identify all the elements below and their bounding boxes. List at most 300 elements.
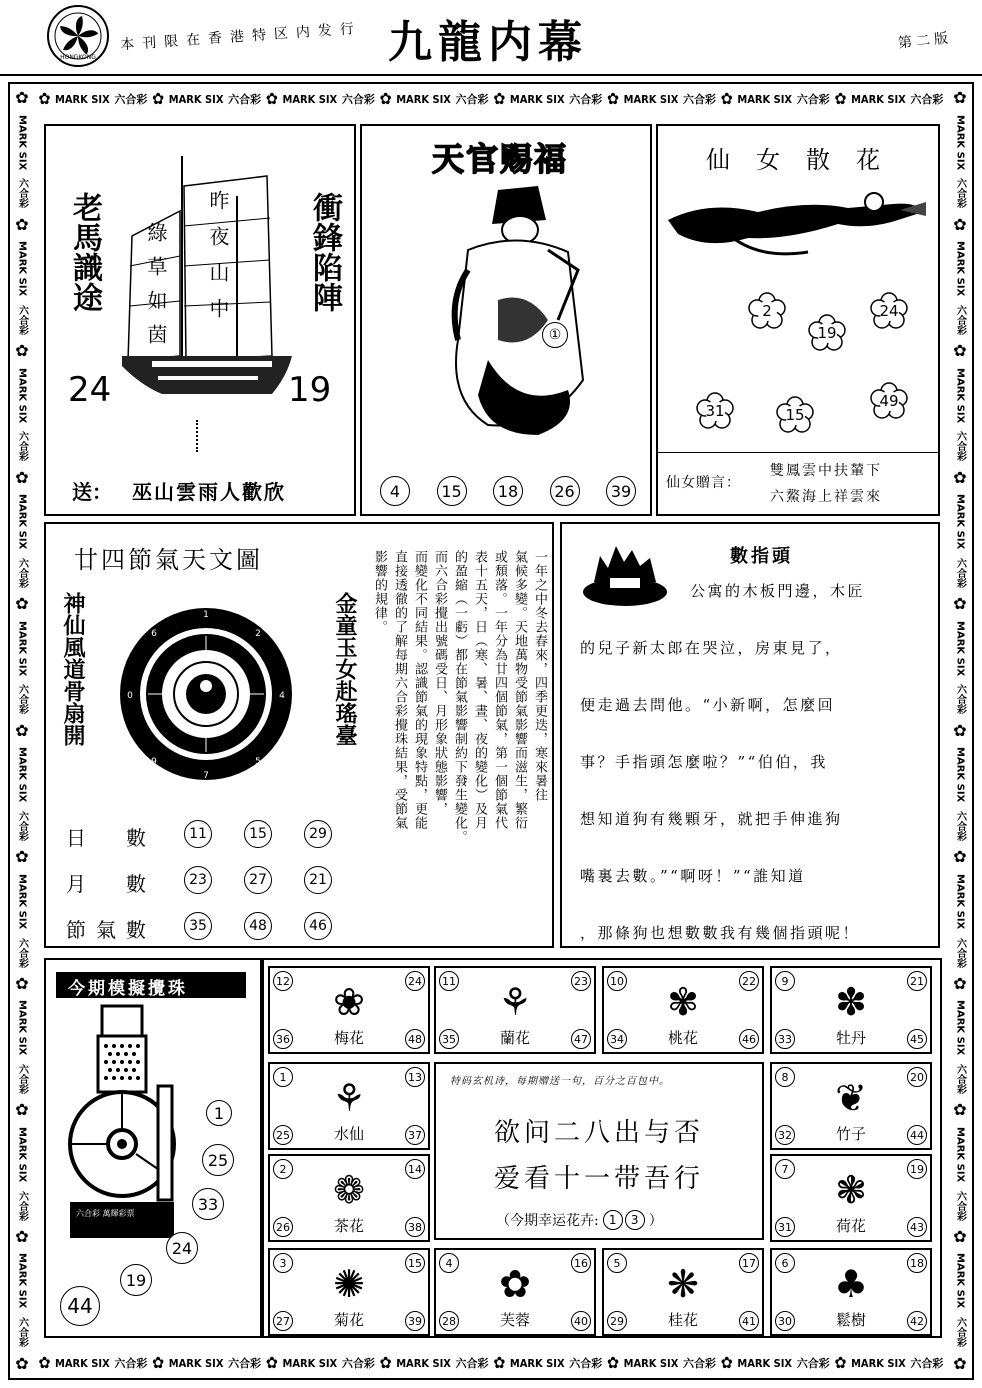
poem-line-1: 欲问二八出与否: [493, 1118, 704, 1148]
flower-number: 21: [907, 971, 927, 991]
lotus-icon: ❃: [835, 1168, 867, 1212]
brand-en: MARK SIX: [509, 92, 565, 106]
draw-ball: 33: [192, 1188, 224, 1220]
dotted-separator: [196, 420, 200, 452]
story-title: 數指頭: [730, 546, 793, 567]
essay-column: 影響的規律。: [372, 550, 387, 634]
god-number: 15: [437, 476, 467, 506]
brand-en: MARK SIX: [16, 494, 28, 550]
flower-number: 33: [775, 1029, 795, 1049]
essay-column: 一年之中冬去春來，四季更迭，寒來暑往: [532, 550, 547, 802]
bauhinia-icon: ✿: [493, 89, 506, 108]
brand-en: MARK SIX: [16, 367, 28, 423]
flower-number: 48: [405, 1029, 425, 1049]
flower-number: 47: [571, 1029, 591, 1049]
brand-en: MARK SIX: [954, 1253, 966, 1309]
hibiscus-icon: ✿: [499, 1262, 531, 1306]
flower-number: 2: [273, 1159, 293, 1179]
flower-cell: [268, 1248, 430, 1336]
panel-fairy: [656, 124, 940, 516]
pine-tree-icon: ♣: [833, 1262, 869, 1306]
flower-cell: [770, 1248, 932, 1336]
panel-draw-machine: [44, 958, 262, 1338]
cloud-number: [870, 292, 908, 330]
flower-number: 5: [607, 1253, 627, 1273]
page-number: 第二版: [897, 30, 953, 52]
brand-cn: 六合彩: [455, 1357, 489, 1370]
god-figure-number: ①: [542, 322, 568, 348]
flower-cell: [268, 1062, 430, 1150]
brand-en: MARK SIX: [16, 873, 28, 930]
brand-en: MARK SIX: [623, 92, 679, 106]
fairy-gift-label: 仙女贈言：: [666, 475, 741, 491]
flying-fairy-icon: [668, 190, 928, 270]
boat-right-text: 衝鋒陷陣: [307, 192, 342, 312]
brand-en: MARK SIX: [954, 1000, 966, 1056]
brand-cn: 六合彩: [954, 937, 966, 968]
brand-cn: 六合彩: [682, 93, 716, 106]
flower-name: 桃花: [667, 1029, 698, 1047]
flower-number: 42: [907, 1311, 927, 1331]
brand-cn: 六合彩: [16, 1064, 28, 1095]
flower-number: 3: [273, 1253, 293, 1273]
brand-en: MARK SIX: [954, 114, 966, 170]
flower-number: 39: [405, 1311, 425, 1331]
plum-blossom-icon: ❀: [333, 980, 365, 1024]
flower-number: 36: [273, 1029, 293, 1049]
brand-cn: 六合彩: [954, 1317, 966, 1348]
logo-caption: HONGKONG: [60, 54, 96, 61]
flower-number: 7: [775, 1159, 795, 1179]
draw-ball: 25: [202, 1144, 234, 1176]
poem-note: 特码玄机诗，每期赠送一句，百分之百包中。: [450, 1076, 670, 1087]
heavenly-official-icon: [428, 180, 598, 440]
brand-cn: 六合彩: [16, 178, 28, 209]
cloud-number: [776, 396, 814, 434]
lucky-number: 3: [625, 1210, 645, 1230]
lucky-numbers: [603, 1210, 645, 1230]
peach-blossom-icon: ✾: [667, 980, 699, 1024]
bauhinia-icon: ✿: [953, 467, 967, 487]
brand-en: MARK SIX: [396, 92, 451, 106]
fairy-divider: [658, 452, 938, 453]
counting-fingers-icon: [580, 538, 670, 608]
flower-number: 9: [775, 971, 795, 991]
brand-en: MARK SIX: [509, 1356, 565, 1370]
hk-logo: [46, 4, 110, 68]
cloud-number: [870, 382, 908, 420]
cloud-number: [748, 292, 786, 330]
solar-row-number: 11: [184, 820, 212, 848]
bauhinia-icon: ✿: [953, 973, 967, 993]
flower-number: 6: [775, 1253, 795, 1273]
brand-en: MARK SIX: [954, 494, 966, 550]
solar-row-number: 23: [184, 866, 212, 894]
brand-en: MARK SIX: [16, 747, 28, 803]
brand-en: MARK SIX: [55, 92, 110, 106]
brand-cn: 六合彩: [569, 1357, 603, 1370]
flower-number: 28: [439, 1311, 459, 1331]
flower-name: 芙蓉: [499, 1311, 530, 1329]
flower-number: 17: [739, 1253, 759, 1273]
flower-number: 25: [273, 1125, 293, 1145]
brand-en: MARK SIX: [623, 1356, 679, 1370]
flower-name: 牡丹: [835, 1029, 866, 1047]
cloud-number-text: 19: [817, 324, 837, 342]
bauhinia-icon: ✿: [953, 341, 967, 361]
draw-ball: 44: [60, 1286, 100, 1326]
brand-cn: 六合彩: [228, 93, 262, 106]
fairy-gift-line2: 六鰲海上祥雲來: [770, 489, 882, 505]
svg-text:0: 0: [127, 691, 133, 701]
brand-en: MARK SIX: [954, 241, 966, 297]
brand-en: MARK SIX: [851, 1356, 906, 1370]
bauhinia-icon: ✿: [953, 88, 967, 108]
bauhinia-icon: ✿: [953, 1353, 967, 1373]
svg-text:4: 4: [279, 691, 285, 701]
flower-name: 菊花: [333, 1311, 364, 1329]
solar-row-number: 15: [244, 820, 272, 848]
flower-cell: [268, 966, 430, 1054]
cloud-number-text: 15: [785, 406, 805, 424]
story-line: 事？手指頭怎麼啦？”“伯伯，我: [580, 753, 828, 771]
svg-text:5: 5: [255, 757, 261, 767]
story-line: 公寓的木板門邊，木匠: [690, 582, 866, 600]
brand-cn: 六合彩: [16, 937, 28, 968]
svg-text:1: 1: [203, 610, 209, 620]
flower-number: 41: [739, 1311, 759, 1331]
boat-number-right: 19: [288, 370, 332, 410]
border-band-top: [36, 86, 946, 112]
bauhinia-icon: ✿: [38, 1353, 51, 1372]
bauhinia-icon: ✿: [379, 1353, 392, 1372]
brand-cn: 六合彩: [796, 93, 830, 106]
god-number: 26: [550, 476, 580, 506]
brand-cn: 六合彩: [114, 93, 148, 106]
bauhinia-icon: ✿: [953, 594, 967, 614]
cloud-number-text: 24: [879, 302, 899, 320]
brand-cn: 六合彩: [796, 1357, 830, 1370]
poem-line-2: 爱看十一带吾行: [493, 1164, 704, 1194]
lucky-flower-line: [496, 1210, 663, 1230]
brand-cn: 六合彩: [954, 304, 966, 335]
flower-number: 1: [273, 1067, 293, 1087]
flower-name: 水仙: [333, 1125, 364, 1143]
god-number: 18: [493, 476, 523, 506]
essay-column: 表十五天，日（寒、暑、晝、夜的變化）及月: [472, 550, 487, 830]
flower-cell: [770, 1154, 932, 1242]
essay-column: 直接透徹的了解每期六合彩攪珠結果，受節氣: [392, 550, 407, 830]
brand-cn: 六合彩: [16, 431, 28, 462]
flower-number: 13: [405, 1067, 425, 1087]
flower-number: 32: [775, 1125, 795, 1145]
bauhinia-icon: ✿: [38, 89, 51, 108]
bauhinia-icon: ✿: [15, 214, 29, 234]
brand-en: MARK SIX: [16, 620, 28, 677]
flower-name: 鬆樹: [835, 1311, 866, 1329]
god-numbers-row: [380, 476, 636, 506]
flower-number: 18: [907, 1253, 927, 1273]
send-text: 巫山雲雨人歡欣: [132, 480, 286, 504]
solar-row-number: 21: [304, 866, 332, 894]
bauhinia-icon: ✿: [15, 847, 29, 867]
brand-cn: 六合彩: [16, 557, 28, 588]
flower-number: 34: [607, 1029, 627, 1049]
flower-number: 37: [405, 1125, 425, 1145]
flower-number: 16: [571, 1253, 591, 1273]
bauhinia-icon: ✿: [15, 1100, 29, 1120]
story-line: 便走過去問他。“小新啊，怎麼回: [580, 696, 836, 714]
flower-name: 竹子: [835, 1125, 866, 1143]
osmanthus-icon: ❋: [667, 1262, 699, 1306]
brand-cn: 六合彩: [910, 1357, 944, 1370]
flower-number: 22: [739, 971, 759, 991]
flower-cell: [770, 966, 932, 1054]
bauhinia-icon: ✿: [15, 594, 29, 614]
boat-left-text: 老馬識途: [67, 192, 102, 312]
solar-essay: [364, 550, 548, 880]
flower-number: 11: [439, 971, 459, 991]
god-title: 天官赐福: [432, 140, 569, 178]
brand-en: MARK SIX: [737, 92, 793, 106]
story-line: 的兒子新太郎在哭泣，房東見了，: [580, 639, 843, 657]
flower-cell: [602, 966, 764, 1054]
flower-cell: [268, 1154, 430, 1242]
brand-en: MARK SIX: [396, 1356, 451, 1370]
brand-en: MARK SIX: [282, 92, 338, 106]
poem-box: [434, 1062, 764, 1240]
camellia-icon: ❁: [333, 1168, 365, 1212]
brand-en: MARK SIX: [55, 1356, 110, 1370]
solar-row-number: 35: [184, 912, 212, 940]
bauhinia-icon: ✿: [720, 89, 733, 108]
bauhinia-icon: ✿: [152, 89, 165, 108]
panel-boat: [44, 124, 356, 516]
brand-en: MARK SIX: [16, 1253, 28, 1309]
border-band-left: [10, 86, 34, 1376]
flower-cell: [434, 1248, 596, 1336]
essay-column: 或頹落。一年分為廿四個節氣，第一個節氣代: [492, 550, 507, 830]
brand-cn: 六合彩: [682, 1357, 716, 1370]
solar-title: 廿四節氣天文圖: [74, 546, 263, 574]
brand-cn: 六合彩: [16, 1190, 28, 1221]
bauhinia-icon: ✿: [606, 89, 619, 108]
sail-right-text: 昨夜山中: [206, 190, 230, 334]
machine-title: 今期模擬攪珠: [68, 979, 188, 999]
bauhinia-icon: ✿: [15, 973, 29, 993]
brand-cn: 六合彩: [114, 1357, 148, 1370]
bauhinia-icon: ✿: [265, 89, 278, 108]
peony-icon: ✽: [835, 980, 867, 1024]
brand-en: MARK SIX: [16, 241, 28, 297]
brand-en: MARK SIX: [16, 1000, 28, 1056]
bauhinia-icon: ✿: [953, 720, 967, 740]
flower-name: 桂花: [667, 1311, 698, 1329]
flower-number: 26: [273, 1217, 293, 1237]
brand-en: MARK SIX: [954, 367, 966, 423]
flower-number: 27: [273, 1311, 293, 1331]
flower-name: 荷花: [835, 1217, 866, 1235]
brand-en: MARK SIX: [954, 873, 966, 930]
fairy-gift-line1: 雙鳳雲中扶輦下: [770, 463, 882, 479]
lucky-suffix: ）: [648, 1213, 663, 1229]
cloud-number: [696, 392, 734, 430]
essay-column: 而六合彩攪出號碼受日、月形象狀態影響，: [432, 550, 447, 816]
bauhinia-icon: ✿: [493, 1353, 506, 1372]
bauhinia-icon: ✿: [379, 89, 392, 108]
bauhinia-icon: ✿: [15, 1353, 29, 1373]
flower-number: 35: [439, 1029, 459, 1049]
bauhinia-icon: ✿: [15, 341, 29, 361]
solar-right-vertical: 金童玉女赴瑤臺: [332, 592, 358, 746]
header: [0, 0, 982, 74]
flower-number: 10: [607, 971, 627, 991]
bauhinia-icon: ✿: [720, 1353, 733, 1372]
flower-number: 29: [607, 1311, 627, 1331]
flower-cell: [434, 966, 596, 1054]
draw-ball: 24: [166, 1232, 198, 1264]
bauhinia-icon: ✿: [953, 847, 967, 867]
brand-cn: 六合彩: [16, 810, 28, 841]
fairy-title: 仙女散花: [706, 146, 906, 174]
bauhinia-icon: ✿: [15, 1226, 29, 1246]
solar-left-vertical: 神仙風道骨扇開: [60, 592, 86, 746]
brand-cn: 六合彩: [16, 1317, 28, 1348]
flower-number: 38: [405, 1217, 425, 1237]
story-line: ，那條狗也想數數我有幾個指頭呢！: [580, 924, 861, 942]
brand-cn: 六合彩: [455, 93, 489, 106]
brand-en: MARK SIX: [168, 92, 224, 106]
lucky-number: 1: [603, 1210, 623, 1230]
brand-cn: 六合彩: [341, 1357, 375, 1370]
god-number: 39: [606, 476, 636, 506]
flower-number: 24: [405, 971, 425, 991]
svg-text:7: 7: [203, 771, 209, 781]
brand-en: MARK SIX: [954, 620, 966, 677]
svg-text:6: 6: [151, 629, 157, 639]
boat-number-left: 24: [68, 370, 112, 410]
draw-ball: 19: [120, 1264, 152, 1296]
flower-number: 19: [907, 1159, 927, 1179]
bauhinia-icon: ✿: [953, 1100, 967, 1120]
brand-cn: 六合彩: [954, 810, 966, 841]
god-number: 4: [380, 476, 410, 506]
border-band-right: [948, 86, 972, 1376]
brand-cn: 六合彩: [228, 1357, 262, 1370]
brand-en: MARK SIX: [282, 1356, 338, 1370]
solar-row-number: 46: [304, 912, 332, 940]
solar-row-label: 日 數: [66, 826, 156, 850]
bauhinia-icon: ✿: [265, 1353, 278, 1372]
essay-column: 的盈縮（一虧）都在節氣影響制約下發生變化。: [452, 550, 467, 844]
cloud-number: [808, 314, 846, 352]
bauhinia-icon: ✿: [152, 1353, 165, 1372]
solar-terms-wheel-icon: [118, 606, 294, 782]
bauhinia-icon: ✿: [15, 467, 29, 487]
narcissus-icon: ⚘: [331, 1076, 367, 1120]
border-band-bottom: [36, 1350, 946, 1376]
brand-cn: 六合彩: [569, 93, 603, 106]
panel-god: [360, 124, 652, 516]
flower-name: 茶花: [333, 1217, 364, 1235]
brand-en: MARK SIX: [737, 1356, 793, 1370]
flower-number: 14: [405, 1159, 425, 1179]
brand-cn: 六合彩: [16, 684, 28, 715]
solar-row-label: 月 數: [66, 872, 156, 896]
bauhinia-icon: ✿: [953, 214, 967, 234]
flower-number: 45: [907, 1029, 927, 1049]
story-line: 嘴裏去數。”“啊呀！”“誰知道: [580, 867, 806, 885]
brand-cn: 六合彩: [910, 93, 944, 106]
bauhinia-icon: ✿: [834, 1353, 847, 1372]
brand-cn: 六合彩: [954, 557, 966, 588]
solar-row-number: 48: [244, 912, 272, 940]
brand-cn: 六合彩: [954, 178, 966, 209]
essay-column: 氣候多變。天地萬物受節氣影響而滋生，繁衍: [512, 550, 527, 830]
panel-solar-terms: [44, 522, 554, 948]
draw-ball: 1: [206, 1100, 232, 1126]
flower-name: 梅花: [333, 1029, 364, 1047]
flower-number: 46: [739, 1029, 759, 1049]
panel-story: [560, 522, 940, 948]
sail-left-text: 綠草如茵: [144, 222, 168, 358]
chrysanthemum-icon: ✺: [333, 1262, 365, 1306]
brand-cn: 六合彩: [954, 431, 966, 462]
bauhinia-icon: ✿: [606, 1353, 619, 1372]
flower-number: 4: [439, 1253, 459, 1273]
story-line: 想知道狗有幾顆牙，就把手伸進狗: [580, 810, 843, 828]
cloud-number-text: 49: [879, 392, 899, 410]
solar-row-label: 節氣數: [66, 918, 156, 942]
flower-cell: [602, 1248, 764, 1336]
cloud-number-text: 2: [762, 302, 772, 320]
machine-plate-text: 六合彩 萬輝彩票: [76, 1209, 135, 1218]
lucky-prefix: （今期幸运花卉:: [496, 1213, 599, 1229]
brand-cn: 六合彩: [16, 304, 28, 335]
brand-cn: 六合彩: [954, 1190, 966, 1221]
bauhinia-icon: ✿: [15, 88, 29, 108]
brand-en: MARK SIX: [954, 1126, 966, 1183]
flower-name: 蘭花: [499, 1029, 530, 1047]
flower-number: 44: [907, 1125, 927, 1145]
flower-number: 31: [775, 1217, 795, 1237]
send-label: 送：: [72, 480, 112, 504]
cloud-number-text: 31: [705, 402, 725, 420]
bauhinia-icon: ✿: [953, 1226, 967, 1246]
flower-cell: [770, 1062, 932, 1150]
brand-cn: 六合彩: [954, 684, 966, 715]
brand-cn: 六合彩: [954, 1064, 966, 1095]
flower-number: 43: [907, 1217, 927, 1237]
brand-en: MARK SIX: [16, 1126, 28, 1183]
flower-number: 8: [775, 1067, 795, 1087]
flower-number: 12: [273, 971, 293, 991]
page-title: 九龍内幕: [388, 17, 588, 68]
publish-note: 本刊限在香港特区内发行: [119, 20, 363, 54]
bauhinia-icon: ✿: [15, 720, 29, 740]
solar-row-number: 29: [304, 820, 332, 848]
flower-number: 15: [405, 1253, 425, 1273]
bamboo-icon: ❦: [835, 1076, 867, 1120]
flower-number: 40: [571, 1311, 591, 1331]
svg-text:2: 2: [255, 629, 261, 639]
essay-column: 而變化不同結果。認識節氣的現象特點，更能: [412, 550, 427, 830]
header-rule: [0, 74, 982, 76]
brand-en: MARK SIX: [16, 114, 28, 170]
flower-number: 23: [571, 971, 591, 991]
orchid-icon: ⚘: [497, 980, 533, 1024]
svg-text:9: 9: [151, 757, 157, 767]
